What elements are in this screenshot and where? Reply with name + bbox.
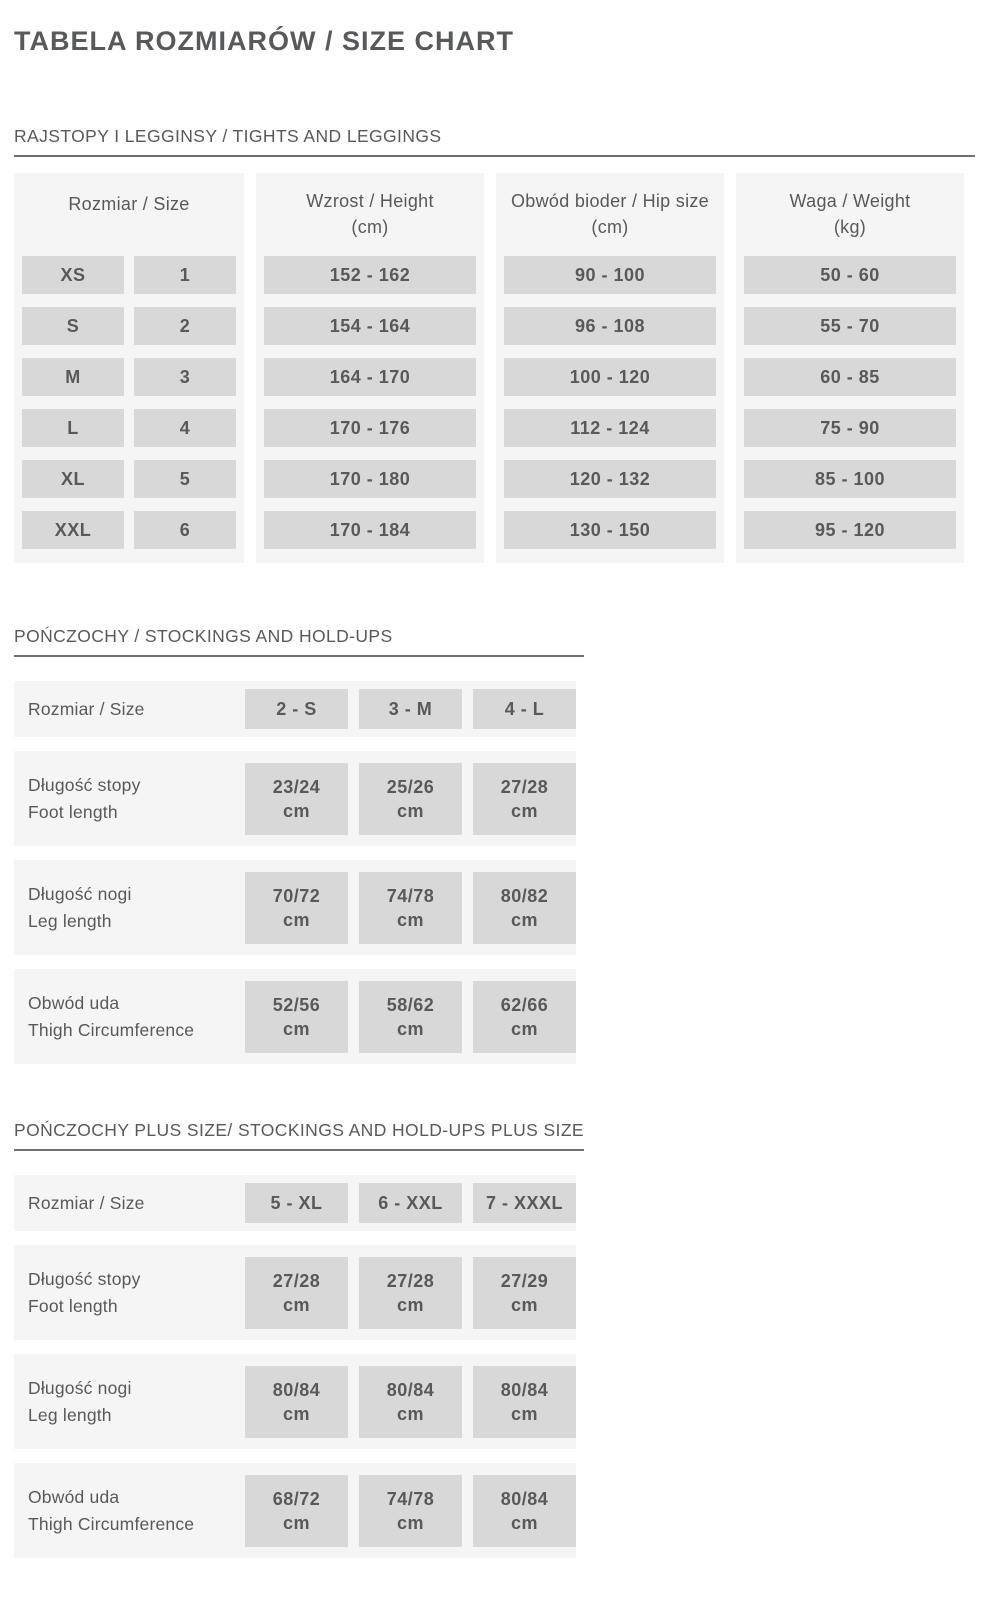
cell-value: 52/56 <box>272 994 321 1015</box>
cell-value: 27/29 <box>500 1270 549 1291</box>
cell-value: 27/28 <box>386 1270 435 1291</box>
size-number-cell: 2 <box>134 307 236 345</box>
height-cell: 154 - 164 <box>264 307 476 345</box>
table-row <box>264 307 476 345</box>
page-title: TABELA ROZMIARÓW / SIZE CHART <box>14 26 514 56</box>
cell-unit: cm <box>510 1512 538 1533</box>
size-column-header <box>22 173 236 256</box>
hip-column-header <box>504 173 716 256</box>
row-label <box>28 1375 245 1429</box>
size-alpha-cell: L <box>22 409 124 447</box>
size-alpha-cell: M <box>22 358 124 396</box>
leg-length-cell <box>473 872 576 944</box>
thigh-circumference-cell <box>245 1475 348 1547</box>
leg-length-cell <box>245 872 348 944</box>
weight-column-header <box>744 173 956 256</box>
leg-length-row <box>14 860 576 955</box>
size-column-title: Rozmiar / Size <box>68 193 190 214</box>
hip-cell: 120 - 132 <box>504 460 716 498</box>
section-heading-stockings-plus: POŃCZOCHY PLUS SIZE/ STOCKINGS AND HOLD-UPS PLUS SIZE <box>14 1120 584 1140</box>
size-cell: 2 - S <box>245 689 348 729</box>
size-cell: 4 - L <box>473 689 576 729</box>
hip-cell: 100 - 120 <box>504 358 716 396</box>
height-cell: 170 - 184 <box>264 511 476 549</box>
table-row <box>504 307 716 345</box>
foot-length-cell <box>473 763 576 835</box>
leg-length-cell <box>359 872 462 944</box>
table-row <box>744 460 956 498</box>
row-label-en: Thigh Circumference <box>28 1019 195 1040</box>
leg-length-row <box>14 1354 576 1449</box>
table-row <box>504 460 716 498</box>
size-row <box>14 1175 576 1231</box>
weight-cell: 75 - 90 <box>744 409 956 447</box>
cell-value: 80/84 <box>272 1379 321 1400</box>
row-label-en: Thigh Circumference <box>28 1513 195 1534</box>
cell-value: 80/84 <box>386 1379 435 1400</box>
row-label-en: Leg length <box>28 1404 112 1425</box>
table-row <box>744 256 956 294</box>
section-divider <box>14 155 975 157</box>
size-cell: 3 - M <box>359 689 462 729</box>
row-label: Rozmiar / Size <box>28 1192 145 1213</box>
height-cell: 152 - 162 <box>264 256 476 294</box>
cell-value: 80/84 <box>500 1379 549 1400</box>
cell-unit: cm <box>396 800 424 821</box>
weight-column-group <box>736 173 964 563</box>
table-row <box>504 358 716 396</box>
weight-cell: 85 - 100 <box>744 460 956 498</box>
cell-value: 27/28 <box>500 776 549 797</box>
size-alpha-cell: XXL <box>22 511 124 549</box>
thigh-circumference-cell <box>359 981 462 1053</box>
table-row <box>264 256 476 294</box>
table-row <box>22 307 236 345</box>
weight-cell: 50 - 60 <box>744 256 956 294</box>
table-row <box>22 460 236 498</box>
table-row <box>264 409 476 447</box>
height-column-unit: (cm) <box>351 217 389 237</box>
height-column-header <box>264 173 476 256</box>
cell-unit: cm <box>510 1018 538 1039</box>
row-label-pl: Obwód uda <box>28 992 120 1013</box>
weight-cell: 60 - 85 <box>744 358 956 396</box>
table-row <box>504 256 716 294</box>
foot-length-cell <box>473 1257 576 1329</box>
cell-value: 58/62 <box>386 994 435 1015</box>
weight-cell: 55 - 70 <box>744 307 956 345</box>
size-row <box>14 681 576 737</box>
row-cells <box>245 1366 576 1438</box>
row-label-en: Foot length <box>28 1295 118 1316</box>
table-row <box>744 409 956 447</box>
leg-length-cell <box>359 1366 462 1438</box>
row-cells <box>245 1257 576 1329</box>
cell-value: 25/26 <box>386 776 435 797</box>
weight-column-unit: (kg) <box>833 217 867 237</box>
size-number-cell: 4 <box>134 409 236 447</box>
cell-unit: cm <box>510 1403 538 1424</box>
row-cells <box>245 689 576 729</box>
hip-column-unit: (cm) <box>591 217 629 237</box>
table-row <box>744 358 956 396</box>
cell-unit: cm <box>396 1512 424 1533</box>
size-chart-page <box>0 26 1000 1558</box>
foot-length-cell <box>359 1257 462 1329</box>
table-row <box>504 511 716 549</box>
cell-value: 80/82 <box>500 885 549 906</box>
table-row <box>264 460 476 498</box>
size-alpha-cell: S <box>22 307 124 345</box>
row-label <box>28 1266 245 1320</box>
hip-column-title: Obwód bioder / Hip size <box>511 191 709 211</box>
hip-cell: 112 - 124 <box>504 409 716 447</box>
cell-unit: cm <box>396 1294 424 1315</box>
cell-unit: cm <box>282 1403 310 1424</box>
cell-unit: cm <box>396 1403 424 1424</box>
cell-value: 74/78 <box>386 885 435 906</box>
cell-unit: cm <box>396 1018 424 1039</box>
table-row <box>744 307 956 345</box>
section-divider <box>14 655 584 657</box>
table-row <box>22 256 236 294</box>
row-label-pl: Długość nogi <box>28 883 132 904</box>
size-number-cell: 3 <box>134 358 236 396</box>
table-row <box>744 511 956 549</box>
row-cells <box>245 763 576 835</box>
tights-size-table <box>14 173 964 563</box>
cell-value: 74/78 <box>386 1488 435 1509</box>
row-label <box>28 772 245 826</box>
row-cells <box>245 1475 576 1547</box>
table-row <box>22 409 236 447</box>
row-label-pl: Długość stopy <box>28 1268 141 1289</box>
cell-unit: cm <box>396 909 424 930</box>
thigh-circumference-cell <box>245 981 348 1053</box>
size-cell: 5 - XL <box>245 1183 348 1223</box>
thigh-circumference-cell <box>473 981 576 1053</box>
stockings-plus-table <box>14 1175 576 1558</box>
height-column-title: Wzrost / Height <box>306 191 434 211</box>
size-cell: 7 - XXXL <box>473 1183 576 1223</box>
row-label-pl: Długość nogi <box>28 1377 132 1398</box>
cell-value: 23/24 <box>272 776 321 797</box>
cell-unit: cm <box>282 909 310 930</box>
size-column-group <box>14 173 244 563</box>
weight-column-title: Waga / Weight <box>789 191 911 211</box>
row-label: Rozmiar / Size <box>28 698 145 719</box>
foot-length-row <box>14 1245 576 1340</box>
row-cells <box>245 981 576 1053</box>
size-cell: 6 - XXL <box>359 1183 462 1223</box>
size-alpha-cell: XL <box>22 460 124 498</box>
height-cell: 164 - 170 <box>264 358 476 396</box>
cell-unit: cm <box>282 1512 310 1533</box>
size-alpha-cell: XS <box>22 256 124 294</box>
hip-column-group <box>496 173 724 563</box>
row-label <box>28 1484 245 1538</box>
cell-value: 27/28 <box>272 1270 321 1291</box>
table-row <box>22 358 236 396</box>
row-cells <box>245 1183 576 1223</box>
height-cell: 170 - 176 <box>264 409 476 447</box>
cell-unit: cm <box>282 800 310 821</box>
weight-cell: 95 - 120 <box>744 511 956 549</box>
cell-value: 68/72 <box>272 1488 321 1509</box>
row-label-pl: Długość stopy <box>28 774 141 795</box>
size-number-cell: 6 <box>134 511 236 549</box>
row-label-en: Leg length <box>28 910 112 931</box>
height-column-group <box>256 173 484 563</box>
cell-unit: cm <box>282 1294 310 1315</box>
section-divider <box>14 1149 584 1151</box>
cell-value: 62/66 <box>500 994 549 1015</box>
row-cells <box>245 872 576 944</box>
table-row <box>264 511 476 549</box>
section-heading-tights: RAJSTOPY I LEGGINSY / TIGHTS AND LEGGINGS <box>14 126 442 146</box>
thigh-circumference-cell <box>473 1475 576 1547</box>
thigh-circumference-row <box>14 969 576 1064</box>
size-number-cell: 1 <box>134 256 236 294</box>
hip-cell: 90 - 100 <box>504 256 716 294</box>
thigh-circumference-row <box>14 1463 576 1558</box>
stockings-table <box>14 681 576 1064</box>
row-label <box>28 990 245 1044</box>
section-heading-stockings: POŃCZOCHY / STOCKINGS AND HOLD-UPS <box>14 626 393 646</box>
hip-cell: 96 - 108 <box>504 307 716 345</box>
leg-length-cell <box>473 1366 576 1438</box>
height-cell: 170 - 180 <box>264 460 476 498</box>
cell-value: 80/84 <box>500 1488 549 1509</box>
row-label-pl: Obwód uda <box>28 1486 120 1507</box>
foot-length-cell <box>359 763 462 835</box>
size-number-cell: 5 <box>134 460 236 498</box>
row-label <box>28 881 245 935</box>
row-label-en: Foot length <box>28 801 118 822</box>
cell-unit: cm <box>510 909 538 930</box>
leg-length-cell <box>245 1366 348 1438</box>
foot-length-cell <box>245 763 348 835</box>
foot-length-cell <box>245 1257 348 1329</box>
cell-unit: cm <box>282 1018 310 1039</box>
cell-value: 70/72 <box>272 885 321 906</box>
hip-cell: 130 - 150 <box>504 511 716 549</box>
foot-length-row <box>14 751 576 846</box>
cell-unit: cm <box>510 1294 538 1315</box>
cell-unit: cm <box>510 800 538 821</box>
table-row <box>264 358 476 396</box>
thigh-circumference-cell <box>359 1475 462 1547</box>
table-row <box>504 409 716 447</box>
table-row <box>22 511 236 549</box>
